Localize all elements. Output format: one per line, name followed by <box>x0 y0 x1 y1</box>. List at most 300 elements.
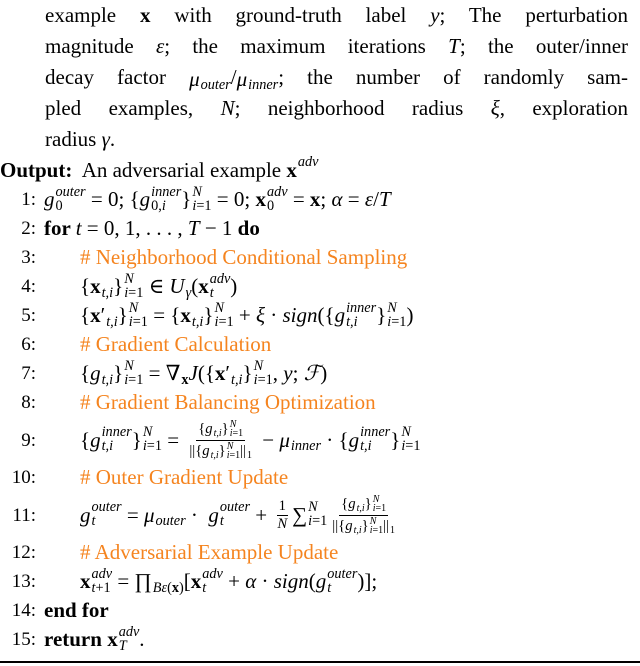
math-italic: g <box>348 495 356 512</box>
math-italic: μ <box>189 66 200 91</box>
script-base <box>107 629 118 650</box>
math-text: } <box>221 420 229 437</box>
math-text: . <box>109 127 116 151</box>
math-bold: x <box>198 274 209 298</box>
math-script <box>144 501 186 528</box>
math-bold: x <box>181 371 189 388</box>
line-content <box>44 247 407 268</box>
math-italic: μ <box>279 427 290 452</box>
script-stack <box>387 299 407 330</box>
math-italic: U <box>169 274 185 298</box>
math-script <box>113 270 144 301</box>
math-script <box>383 517 395 536</box>
math-text: =1 <box>218 313 234 330</box>
math-italic: T <box>118 637 127 654</box>
math-italic: adv <box>266 183 288 200</box>
math-bold: x <box>255 187 266 211</box>
math-text: · <box>256 569 274 593</box>
line-content <box>44 270 238 301</box>
script-base <box>113 363 123 384</box>
math-italic: N <box>214 299 224 316</box>
math-italic: N <box>128 299 139 316</box>
line-number: 7: <box>21 363 36 384</box>
math-text: pled examples, <box>45 96 221 120</box>
math-text: } <box>203 303 214 327</box>
math-italic: g <box>44 187 55 211</box>
math-italic: T <box>379 187 391 211</box>
math-italic: γ <box>185 284 192 301</box>
math-italic: N <box>372 493 380 505</box>
math-text: , <box>272 361 284 385</box>
fraction <box>330 495 397 536</box>
math-text: =1 <box>372 525 384 536</box>
math-italic: N <box>277 515 288 532</box>
superscript <box>92 501 122 515</box>
math-italic: inner <box>360 424 391 441</box>
script-stack <box>248 66 278 93</box>
script-stack <box>360 426 390 453</box>
subscript <box>308 515 327 529</box>
math-italic: outer <box>200 77 231 94</box>
script-stack <box>92 501 122 528</box>
math-bold: x <box>80 569 91 593</box>
input-description-line <box>45 0 628 31</box>
script-base <box>90 276 101 297</box>
script-stack <box>102 360 114 387</box>
fraction-numerator <box>196 420 245 441</box>
subscript <box>227 451 240 461</box>
math-italic: γ <box>101 127 110 151</box>
subscript <box>214 429 222 439</box>
math-text: =1 <box>128 284 144 301</box>
math-italic: g <box>348 427 360 452</box>
math-text: =1 <box>128 371 144 388</box>
fraction-denominator <box>330 516 397 536</box>
subscript <box>124 284 144 301</box>
line-number: 1: <box>21 189 36 210</box>
script-stack <box>390 517 395 536</box>
math-italic: i <box>128 313 133 330</box>
fraction-numerator <box>339 495 388 516</box>
math-script <box>180 302 203 329</box>
line-content <box>44 565 378 596</box>
script-stack <box>220 501 250 528</box>
script-base <box>44 189 55 210</box>
math-italic: N <box>369 515 377 527</box>
math-italic: α <box>331 187 343 211</box>
script-stack <box>156 501 186 528</box>
script-base <box>131 427 142 452</box>
line-number: 5: <box>21 305 36 326</box>
line-number: 3: <box>21 247 36 268</box>
script-base <box>169 276 184 297</box>
script-base <box>243 363 253 384</box>
subscript <box>92 515 122 529</box>
script-base <box>203 305 213 326</box>
math-italic: outer <box>219 499 251 516</box>
math-script <box>292 501 327 528</box>
math-italic: t,i <box>101 284 114 301</box>
line-number: 15: <box>11 629 36 650</box>
math-italic: N <box>308 499 318 516</box>
math-italic: t <box>75 216 82 240</box>
script-spacer <box>298 170 319 184</box>
math-italic: sign <box>273 569 309 593</box>
math-italic: t,i <box>191 313 204 330</box>
subscript <box>102 440 132 454</box>
subscript <box>231 371 243 388</box>
math-text: } <box>218 442 226 459</box>
keyword: do <box>237 216 260 240</box>
math-italic: N <box>226 440 234 452</box>
subscript <box>247 451 252 461</box>
line-number: 12: <box>11 542 36 563</box>
script-stack <box>253 357 273 388</box>
math-italic: ε <box>155 34 165 58</box>
script-base <box>362 519 369 534</box>
subscript <box>291 440 321 454</box>
math-text: ||{ <box>189 442 203 459</box>
math-italic: t,i <box>231 371 243 388</box>
math-text: || <box>240 442 246 459</box>
line-content <box>44 299 414 330</box>
script-stack <box>373 495 386 514</box>
math-italic: ξ <box>490 96 500 120</box>
script-stack <box>357 495 365 514</box>
math-text: + <box>222 569 246 593</box>
math-italic: t,i <box>101 438 114 454</box>
math-script <box>225 360 242 387</box>
script-stack <box>102 426 132 453</box>
script-stack <box>192 302 204 329</box>
math-script <box>90 273 113 300</box>
script-base <box>365 497 372 512</box>
math-italic: outer <box>155 513 186 529</box>
subscript <box>214 313 234 330</box>
math-script <box>169 273 191 300</box>
math-text: ) <box>406 303 414 327</box>
math-text: decay factor <box>45 65 190 89</box>
script-stack <box>346 299 377 330</box>
math-italic: α <box>245 569 257 593</box>
script-base <box>335 305 346 326</box>
math-italic: ε <box>161 579 168 596</box>
script-base <box>113 276 123 297</box>
math-italic: g <box>90 427 101 452</box>
subscript <box>401 440 420 454</box>
math-italic: N <box>124 357 134 374</box>
script-base <box>202 444 209 459</box>
math-italic: g <box>208 502 219 527</box>
math-bold: x <box>90 274 101 298</box>
math-text: { <box>198 420 206 437</box>
math-italic: sign <box>282 303 318 327</box>
math-text: =1 <box>391 313 407 330</box>
math-italic: T <box>448 34 460 58</box>
algorithm-line <box>0 625 640 654</box>
subscript <box>191 313 204 330</box>
math-text: ( <box>308 569 316 593</box>
script-stack <box>214 299 234 330</box>
math-text: example <box>45 3 140 27</box>
math-script <box>279 426 321 453</box>
math-script <box>362 517 383 536</box>
script-stack <box>91 565 113 596</box>
algorithm-line <box>0 492 640 538</box>
subscript <box>181 371 189 388</box>
math-script <box>139 183 182 214</box>
script-base <box>279 427 290 452</box>
math-script <box>190 565 223 596</box>
script-base <box>219 444 226 459</box>
math-text: =1 <box>146 438 162 454</box>
script-base <box>236 66 248 91</box>
math-text: = <box>143 361 166 385</box>
algorithm-line <box>0 359 640 388</box>
superscript <box>298 156 319 170</box>
subscript <box>387 313 407 330</box>
script-base <box>286 157 297 182</box>
math-italic: t,i <box>213 427 222 439</box>
script-base <box>80 571 91 592</box>
math-text: ; the outer/inner <box>459 34 629 58</box>
math-text: } <box>364 495 372 512</box>
math-text: = <box>121 502 144 527</box>
math-script <box>101 302 118 329</box>
math-italic: t,i <box>353 524 362 536</box>
input-description-line <box>45 31 628 62</box>
math-text: with ground-truth label <box>150 3 431 27</box>
math-italic: inner <box>151 183 182 200</box>
script-stack <box>153 568 184 595</box>
script-base <box>80 502 91 527</box>
math-text: An adversarial example <box>77 157 287 182</box>
subscript <box>143 440 162 454</box>
math-italic: i <box>372 503 376 514</box>
math-bold: x <box>180 303 191 327</box>
math-italic: t,i <box>106 313 118 330</box>
algorithm-line <box>0 596 640 625</box>
input-description-line <box>45 124 628 155</box>
math-text: } <box>113 274 124 298</box>
script-base <box>240 444 246 459</box>
math-bold: x <box>140 3 151 27</box>
fraction <box>187 420 254 461</box>
script-base <box>180 305 191 326</box>
math-italic: i <box>192 197 197 214</box>
script-base <box>376 305 386 326</box>
math-script <box>181 183 212 214</box>
subscript <box>101 284 114 301</box>
math-text: =1 <box>405 438 421 454</box>
math-italic: t,i <box>356 502 365 514</box>
fraction <box>275 499 289 531</box>
script-stack <box>55 183 86 214</box>
bottom-rule <box>0 661 640 663</box>
comment: # Gradient Balancing Optimization <box>80 390 376 414</box>
math-italic: N <box>401 424 411 441</box>
script-base <box>90 427 101 452</box>
script-stack <box>227 442 240 461</box>
script-base <box>292 502 308 527</box>
script-stack <box>124 270 144 301</box>
math-text: { <box>80 274 91 298</box>
math-text: ; <box>292 361 304 385</box>
line-content <box>44 334 271 355</box>
output-line <box>0 155 640 185</box>
math-italic: N <box>229 418 237 430</box>
math-italic: i <box>124 284 129 301</box>
script-stack <box>247 442 252 461</box>
math-italic: i <box>226 450 230 461</box>
line-content <box>44 357 328 388</box>
math-text: radius <box>45 127 102 151</box>
math-italic: g <box>90 361 101 385</box>
math-text: ({ <box>197 361 215 385</box>
keyword: return <box>44 627 108 651</box>
math-italic: t,i <box>210 449 219 461</box>
script-base <box>225 363 230 384</box>
script-stack <box>291 426 321 453</box>
fraction-denominator <box>275 516 289 532</box>
algorithm-line <box>0 330 640 359</box>
subscript <box>220 515 250 529</box>
math-text: 0 <box>266 197 275 214</box>
math-script <box>107 623 140 654</box>
math-script <box>390 426 420 453</box>
subscript <box>373 504 386 514</box>
math-italic: adv <box>91 565 113 582</box>
algorithm-line <box>0 417 640 463</box>
math-script <box>166 360 189 387</box>
math-text: ; the number of randomly sam- <box>278 65 628 89</box>
math-italic: t <box>91 579 96 596</box>
math-italic: B <box>152 579 162 596</box>
script-stack <box>201 66 231 93</box>
line-content <box>44 542 338 563</box>
subscript <box>106 313 118 330</box>
math-italic: adv <box>209 270 231 287</box>
script-stack <box>354 517 362 536</box>
math-text: ||{ <box>332 517 346 534</box>
math-text: , exploration <box>499 96 629 120</box>
math-italic: μ <box>143 502 155 527</box>
subscript <box>118 637 140 654</box>
input-description-line <box>45 93 628 124</box>
math-script <box>113 357 144 388</box>
math-text: ; <box>320 187 332 211</box>
script-stack <box>192 183 212 214</box>
math-text: { <box>80 427 91 452</box>
math-text: } <box>131 427 142 452</box>
math-text: } <box>376 303 387 327</box>
script-base <box>208 502 219 527</box>
math-italic: N <box>387 299 397 316</box>
math-text: ) <box>230 274 238 298</box>
math-italic: g <box>205 420 213 437</box>
math-text: } <box>390 427 401 452</box>
math-italic: adv <box>118 623 140 640</box>
math-italic: i <box>124 371 129 388</box>
line-content <box>44 420 420 461</box>
subscript <box>151 197 181 214</box>
math-text: − <box>257 427 280 452</box>
math-text: = 0; { <box>85 187 140 211</box>
math-bold: x <box>171 579 179 596</box>
math-italic: inner <box>290 438 322 454</box>
math-italic: t,i <box>346 313 358 330</box>
math-italic: inner <box>101 424 132 441</box>
script-base <box>143 502 155 527</box>
math-text: =1 <box>257 371 273 388</box>
math-italic: outer <box>55 183 86 200</box>
script-stack <box>214 420 222 439</box>
math-script <box>286 156 318 183</box>
math-script <box>203 299 234 330</box>
math-script <box>240 442 252 461</box>
script-stack <box>143 426 162 453</box>
math-text: 1 <box>247 449 252 461</box>
fraction-numerator <box>277 499 288 516</box>
script-stack <box>401 426 420 453</box>
script-base <box>189 66 200 91</box>
math-script <box>90 426 132 453</box>
math-italic: i <box>387 313 392 330</box>
script-base <box>255 189 266 210</box>
line-content <box>44 467 288 488</box>
fraction-denominator <box>187 441 254 461</box>
math-text: ( <box>191 274 199 298</box>
script-stack <box>106 302 118 329</box>
subscript <box>211 451 219 461</box>
math-text: ′ <box>100 303 106 327</box>
script-base <box>181 189 191 210</box>
math-text: } <box>117 303 128 327</box>
script-base <box>134 571 151 592</box>
math-text: + <box>233 303 256 327</box>
math-italic: i <box>142 438 147 454</box>
math-text: ∑ <box>292 502 308 527</box>
math-text: ′ <box>225 361 230 385</box>
script-stack <box>211 442 219 461</box>
math-italic: g <box>202 442 210 459</box>
math-text: = <box>287 187 310 211</box>
script-stack <box>327 565 358 596</box>
math-script <box>189 66 231 93</box>
script-base <box>205 422 212 437</box>
script-base <box>348 427 360 452</box>
script-base <box>348 497 355 512</box>
math-text: − 1 <box>199 216 238 240</box>
math-text: { <box>341 495 349 512</box>
math-italic: y <box>430 3 440 27</box>
math-text: ∇ <box>165 361 181 385</box>
math-italic: inner <box>346 299 377 316</box>
math-text: = <box>161 427 185 452</box>
comment: # Neighborhood Conditional Sampling <box>80 245 408 269</box>
math-italic: N <box>220 96 235 120</box>
algorithm-line <box>0 463 640 492</box>
math-script <box>80 565 113 596</box>
script-stack <box>128 299 148 330</box>
math-italic: t,i <box>360 438 372 454</box>
line-number: 8: <box>21 392 36 413</box>
script-stack <box>209 270 231 301</box>
math-italic: ξ <box>255 303 265 327</box>
math-bold: x <box>286 157 297 182</box>
math-bold: x <box>214 361 226 385</box>
math-bold: x <box>107 627 118 651</box>
